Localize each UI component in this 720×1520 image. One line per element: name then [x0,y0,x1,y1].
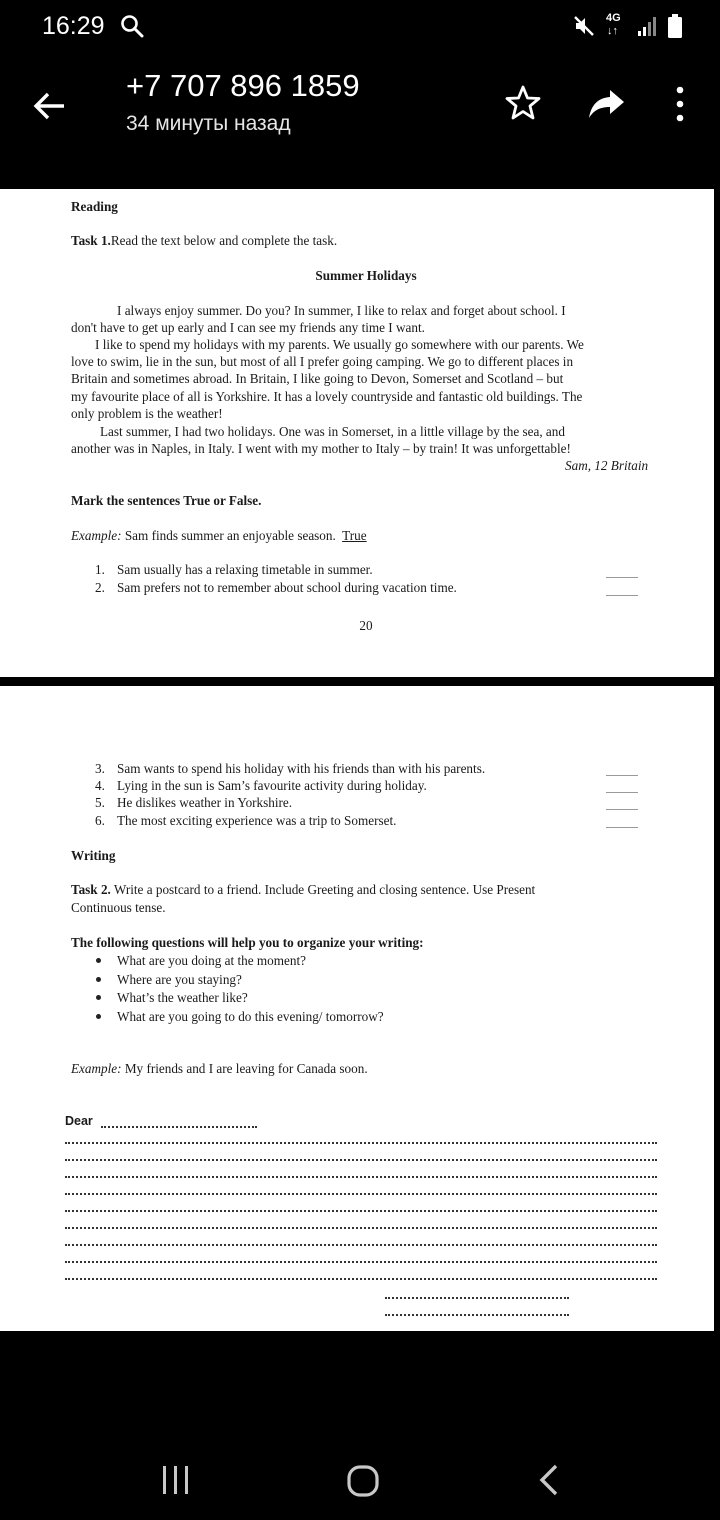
task1-line [71,232,337,249]
network-type: 4G [606,12,621,24]
answer-blank[interactable] [606,827,638,828]
page-number: 20 [359,618,373,633]
answer-blank[interactable] [606,577,638,578]
paragraph-line: I always enjoy summer. Do you? In summer, I like to relax and forget about school. I [117,303,566,318]
writing-line[interactable] [65,1142,657,1144]
item-text: He dislikes weather in Yorkshire. [117,795,293,810]
task1-text: Read the text below and complete the task. [110,233,338,248]
signature-line[interactable] [385,1314,569,1316]
question-item: What’s the weather like? [117,990,248,1005]
questions-heading: The following questions will help you to organize your writing: [71,935,424,950]
task2-text: Write a postcard to a friend. Include Greeting and closing sentence. Use Present [113,882,536,897]
writing-line[interactable] [65,1159,657,1161]
bullet-icon [96,977,101,982]
writing-line[interactable] [65,1278,657,1280]
document-page-2 [0,686,714,1331]
back-nav-icon[interactable] [534,1462,564,1498]
home-icon[interactable] [344,1462,382,1500]
bullet-icon [96,1014,101,1019]
answer-blank[interactable] [606,792,638,793]
question-item: What are you going to do this evening/ tomorrow? [117,1009,384,1024]
item-text: Lying in the sun is Sam’s favourite activity during holiday. [117,778,427,793]
paragraph-line: don't have to get up early and I can see my friends any time I want. [71,320,425,335]
section-reading: Reading [71,199,118,214]
contact-title: +7 707 896 1859 [126,68,360,103]
app-bar [0,60,720,180]
signal-icon [638,15,658,37]
search-icon [120,14,144,38]
paragraph-line: another was in Naples, in Italy. I went with my mother to Italy – by train! It was unforgettable! [71,441,571,456]
dear-label: Dear [65,1114,93,1128]
summer-holidays-heading: Summer Holidays [315,268,417,283]
paragraph-line: Last summer, I had two holidays. One was in Somerset, in a little village by the sea, and [100,424,565,439]
writing-line[interactable] [65,1244,657,1246]
answer-blank[interactable] [606,775,638,776]
section-writing: Writing [71,848,116,863]
message-time: 34 минуты назад [126,112,291,135]
question-item: What are you doing at the moment? [117,953,306,968]
battery-icon [668,14,682,38]
status-bar [0,0,720,55]
writing-line[interactable] [65,1176,657,1178]
item-number: 5. [95,795,105,810]
item-number: 4. [95,778,105,793]
paragraph-line: Britain and sometimes abroad. In Britain, I like going to Devon, Somerset and Scotland – but [71,371,564,386]
paragraph-line: love to swim, lie in the sun, but most of all I prefer going camping. We go to different places in [71,354,574,369]
example-answer: True [342,528,367,543]
task2-line [71,881,535,898]
paragraph-line: I like to spend my holidays with my parents. We usually go somewhere with our parents. We [95,337,584,352]
bullet-icon [96,958,101,963]
more-options-icon[interactable] [670,84,690,124]
bullet-icon [96,995,101,1000]
example-label: Example: [71,1061,122,1076]
question-item: Where are you staying? [117,972,242,987]
example-text: My friends and I are leaving for Canada soon. [124,1061,368,1076]
data-arrows-icon: ↓↑ [607,25,618,37]
writing-line[interactable] [65,1227,657,1229]
status-time: 16:29 [42,12,105,40]
item-text: The most exciting experience was a trip to Somerset. [117,813,397,828]
navigation-bar [0,1440,720,1520]
writing-line[interactable] [65,1210,657,1212]
answer-blank[interactable] [606,595,638,596]
paragraph-line: my favourite place of all is Yorkshire. It has a lovely countryside and fantastic old buildings. The [71,389,583,404]
document-page-1 [0,189,714,677]
dear-name-line[interactable] [101,1126,257,1128]
item-text: Sam usually has a relaxing timetable in summer. [117,562,373,577]
mute-icon [572,14,596,38]
item-number: 1. [95,562,105,577]
share-icon[interactable] [586,84,626,124]
example-label: Example: [71,528,122,543]
mark-heading: Mark the sentences True or False. [71,493,262,508]
network-indicator [606,12,628,40]
item-text: Sam prefers not to remember about school during vacation time. [117,580,457,595]
task1-label: Task 1. [71,233,111,248]
item-number: 3. [95,761,105,776]
closing-line[interactable] [385,1297,569,1299]
task2-label: Task 2. [71,882,111,897]
example-text: Sam finds summer an enjoyable season. [124,528,336,543]
recent-apps-icon[interactable] [160,1462,192,1498]
item-number: 2. [95,580,105,595]
item-number: 6. [95,813,105,828]
item-text: Sam wants to spend his holiday with his friends than with his parents. [117,761,486,776]
writing-line[interactable] [65,1261,657,1263]
example-line [71,527,367,544]
paragraph-line: only problem is the weather! [71,406,223,421]
task2-text-cont: Continuous tense. [71,900,166,915]
answer-blank[interactable] [606,809,638,810]
status-icons [572,12,682,40]
back-arrow-icon[interactable] [30,86,70,126]
writing-example [71,1060,368,1077]
signature: Sam, 12 Britain [565,458,649,473]
star-icon[interactable] [504,84,542,122]
writing-line[interactable] [65,1193,657,1195]
